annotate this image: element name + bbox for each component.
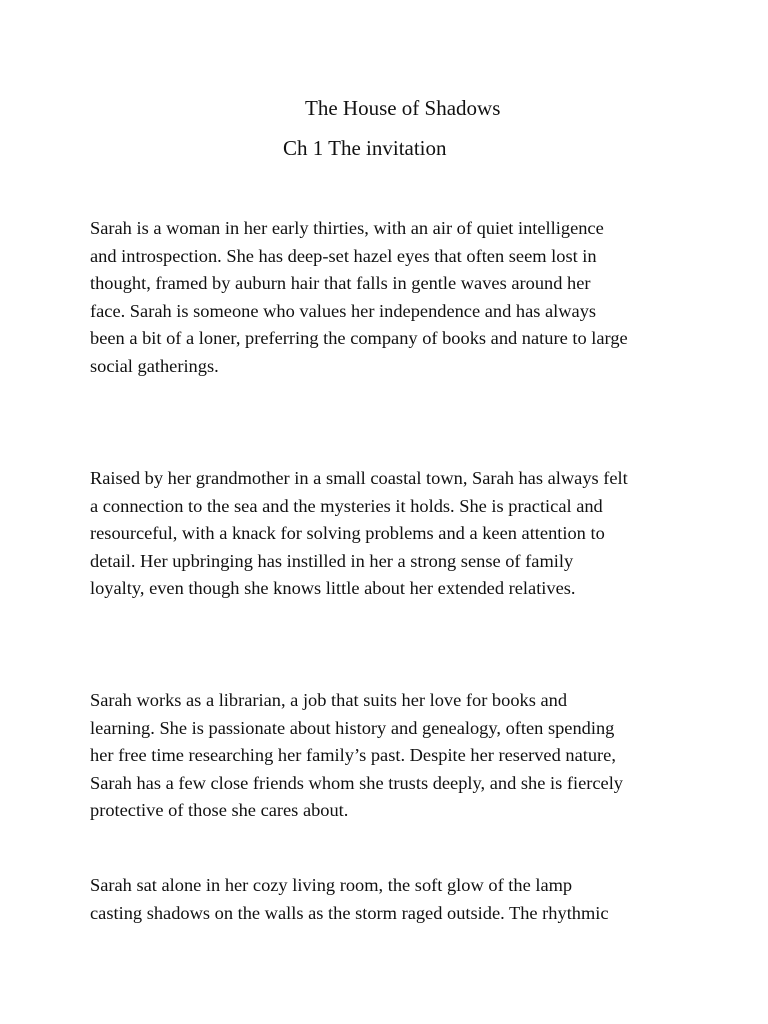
paragraph-line: resourceful, with a knack for solving problems and a keen attention to — [90, 523, 605, 543]
chapter-heading: Ch 1 The invitation — [283, 136, 447, 160]
paragraph-line: Raised by her grandmother in a small coastal town, Sarah has always felt — [90, 468, 628, 488]
paragraph-line: casting shadows on the walls as the storm raged outside. The rhythmic — [90, 902, 609, 923]
paragraph-line: detail. Her upbringing has instilled in her a strong sense of family — [90, 550, 574, 571]
paragraph-line: a connection to the sea and the mysteries it holds. She is practical and — [90, 495, 603, 516]
paragraph-line: and introspection. She has deep-set hazel eyes that often seem lost in — [90, 245, 597, 266]
paragraph-line: protective of those she cares about. — [90, 800, 349, 820]
paragraph-line: loyalty, even though she knows little about her extended relatives. — [90, 578, 576, 598]
paragraph-line: been a bit of a loner, preferring the company of books and nature to large — [90, 328, 628, 348]
paragraph-4 — [90, 872, 690, 927]
paragraph-line: learning. She is passionate about history and genealogy, often spending — [90, 717, 615, 738]
paragraph-3 — [90, 687, 690, 825]
paragraph-line: Sarah is a woman in her early thirties, with an air of quiet intelligence — [90, 218, 604, 238]
document-title: The House of Shadows — [305, 96, 501, 120]
paragraph-2 — [90, 465, 690, 603]
paragraph-line: Sarah has a few close friends whom she trusts deeply, and she is fiercely — [90, 772, 623, 793]
paragraph-1 — [90, 215, 690, 380]
paragraph-line: thought, framed by auburn hair that falls in gentle waves around her — [90, 273, 591, 293]
paragraph-line: social gatherings. — [90, 355, 219, 376]
paragraph-line: Sarah works as a librarian, a job that suits her love for books and — [90, 690, 568, 710]
paragraph-line: Sarah sat alone in her cozy living room, the soft glow of the lamp — [90, 875, 573, 895]
paragraph-line: face. Sarah is someone who values her independence and has always — [90, 300, 597, 321]
paragraph-line: her free time researching her family’s past. Despite her reserved nature, — [90, 745, 616, 765]
